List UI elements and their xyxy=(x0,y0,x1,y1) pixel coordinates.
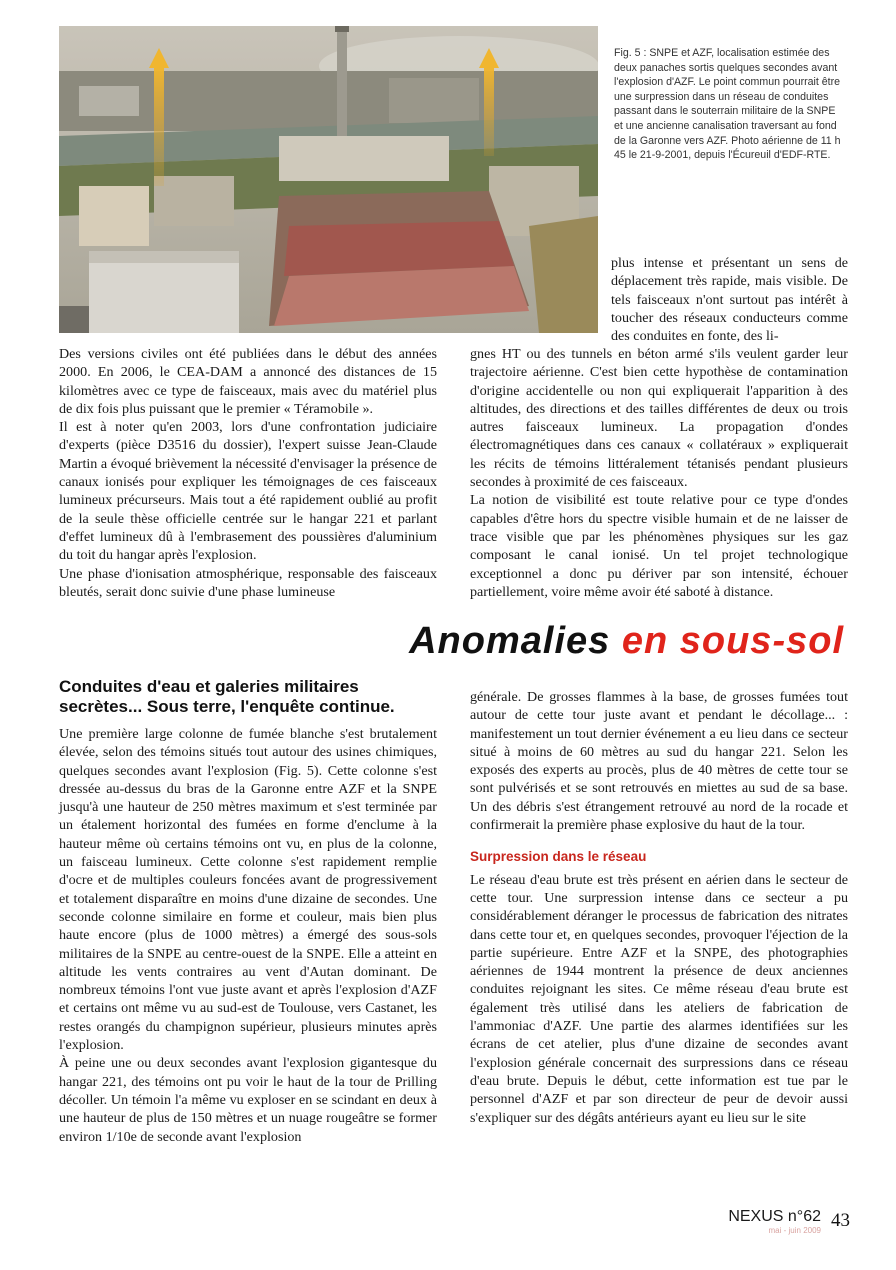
bottom-left-column xyxy=(59,725,437,1146)
footer-brand xyxy=(728,1208,821,1235)
paragraph: plus intense et présentant un sens de déplacement très rapide, mais visible. De tels faisceaux n'ont surtout pas intérêt à toucher des réseaux conducteurs comme des conduites en fonte, des li- xyxy=(611,255,848,345)
page-number: 43 xyxy=(831,1210,850,1231)
top-right-intro xyxy=(611,254,848,345)
paragraph: Des versions civiles ont été publiées dans le début des années 2000. En 2006, le CEA-DAM a annoncé des distances de 15 kilomètres avec ce type de faisceaux, mais avec du matériel plus de dix fois plus puissant que le premier « Téramobile ». xyxy=(59,346,437,417)
paragraph: générale. De grosses flammes à la base, de grosses fumées tout autour de cette tour juste avant et pendant le décollage... : manifestement un tout dernier événement a eu lieu dans ce secteur situé à moins de 60 mètres au sud du hangar 221. Selon les exposés des experts au procès, plus de 40 mètres de cette tour se sont pulvérisés et se sont retrouvés en miettes au sud de sa base. Un des débris s'est étrangement retrouvé au nord de la rocade et confirmerait la première phase explosive du haut de la tour. xyxy=(470,689,848,834)
top-left-column xyxy=(59,345,437,601)
paragraph: Le réseau d'eau brute est très présent en aérien dans le secteur de cette tour. Une surpression intense dans ce secteur a pu considérablement déranger le processus de fabrication des nitrates dans cette tour et, en quelques secondes, provoquer l'éjection de la partie supérieure. Entre AZF et la SNPE, des photographies aériennes de 1944 montrent la présence de deux anciennes conduites rejoignant les sites. Ce même réseau d'eau brute est également très utilisé dans les ateliers de fabrication de l'ammoniac d'AZF. Une partie des alarmes identifiées sur les écrans de cet atelier, plus d'une dizaine de secondes avant l'explosion générale concernait des surpressions dans ce réseau d'eau brute. Depuis le début, cette information est tue par le personnel d'AZF et par son directeur de peur de devoir aussi s'expliquer sur des dégâts antérieurs ayant eu lieu sur le site xyxy=(470,871,848,1126)
paragraph: Une phase d'ionisation atmosphérique, responsable des faisceaux bleutés, serait donc suivie d'une phase lumineuse xyxy=(59,565,437,600)
figure-caption: Fig. 5 : SNPE et AZF, localisation estimée des deux panaches sortis quelques secondes avant l'explosion d'AZF. Le point commun pourrait être une surpression dans un réseau de conduites passant dans le souterrain militaire de la SNPE et une ancienne canalisation traversant au fond de la Garonne vers AZF. Photo aérienne de 11 h 45 le 21-9-2001, depuis l'Écureuil d'EDF-RTE. xyxy=(614,47,841,162)
paragraph: La notion de visibilité est toute relative pour ce type d'ondes capables d'être hors du spectre visible humain et de ne laisser de trace visible que par les phénomènes physiques sur les gaz composant le canal ionisé. Un tel projet technologique exceptionnel a donc pu dériver par son intensité, échouer partiellement, voire même avoir été saboté à distance. xyxy=(470,492,848,600)
issue-number: n°62 xyxy=(787,1208,821,1225)
headline-part-1: Anomalies xyxy=(409,620,611,662)
paragraph: Il est à noter qu'en 2003, lors d'une confrontation judiciaire d'experts (pièce D3516 du dossier), l'expert suisse Jean-Claude Martin a évoqué brièvement la nécessité d'envisager la présence de canaux ionisés pour expliquer les témoignages de ces faisceaux lumineux précurseurs. Mais tout a été rapidement oublié au profit de la seule thèse officielle centrée sur le hangar 221 et parlant d'effet lumineux dû à l'embrasement des poussières d'aluminium du toit du hangar après l'explosion. xyxy=(59,419,437,564)
aerial-photo xyxy=(59,26,598,333)
minor-heading: Surpression dans le réseau xyxy=(470,849,647,865)
top-right-column xyxy=(470,345,848,601)
issue-date: mai - juin 2009 xyxy=(768,1226,821,1235)
paragraph: gnes HT ou des tunnels en béton armé s'ils veulent garder leur trajectoire aérienne. C'est bien cette hypothèse de contamination d'origine accidentelle ou non qui expliquerait l'apparition à des altitudes, des directions et des tailles différentes de deux ou trois autres faisceaux lumineux. La propagation d'ondes électromagnétiques dans ces canaux « collatéraux » expliquerait les récits de témoins littéralement tétanisés pendant plusieurs secondes à proximité de ces faisceaux. xyxy=(470,346,848,491)
magazine-name: NEXUS xyxy=(728,1208,784,1225)
headline-part-2: en sous-sol xyxy=(621,620,844,662)
paragraph: Une première large colonne de fumée blanche s'est brutalement élevée, selon des témoins situés tout autour des usines chimiques, quelques secondes avant l'explosion (Fig. 5). Cette colonne s'est dressée au-dessus du bras de la Garonne entre AZF et la SNPE jusqu'à une hauteur de 250 mètres maximum et s'est terminée par un étalement horizontal des fumées en forme d'enclume à la hauteur même où certains témoins ont vu, en plus de la colonne, un faisceau lumineux. Cette colonne s'est rapidement remplie d'ocre et de multiples couleurs foncées avant de progressivement et totalement disparaître en moins d'une dizaine de secondes. Une seconde colonne similaire en forme et couleur, mais bien plus haute encore (plus de 1000 mètres) a émergé des sous-sols militaires de la SNPE au centre-ouest de la SNPE. Elle a atteint en altitude les vents contraires au vent d'Autan dominant. De nombreux témoins l'ont vue juste avant et après l'explosion d'AZF et certains ont même vu au sud-est de Toulouse, vers Castanet, les restes orangés du champignon supérieur, plusieurs minutes après l'explosion. xyxy=(59,726,437,1054)
bottom-right-column xyxy=(470,688,848,1127)
paragraph: À peine une ou deux secondes avant l'explosion gigantesque du hangar 221, des témoins ont pu voir le haut de la tour de Prilling décoller. Un témoin l'a même vu exploser en se scindant en deux à une hauteur de plus de 150 mètres et un nuage rougeâtre se former environ 1/10e de seconde avant l'explosion xyxy=(59,1055,437,1145)
section-headline xyxy=(409,620,844,663)
section-subhead: Conduites d'eau et galeries militaires secrètes... Sous terre, l'enquête continue. xyxy=(59,677,395,716)
